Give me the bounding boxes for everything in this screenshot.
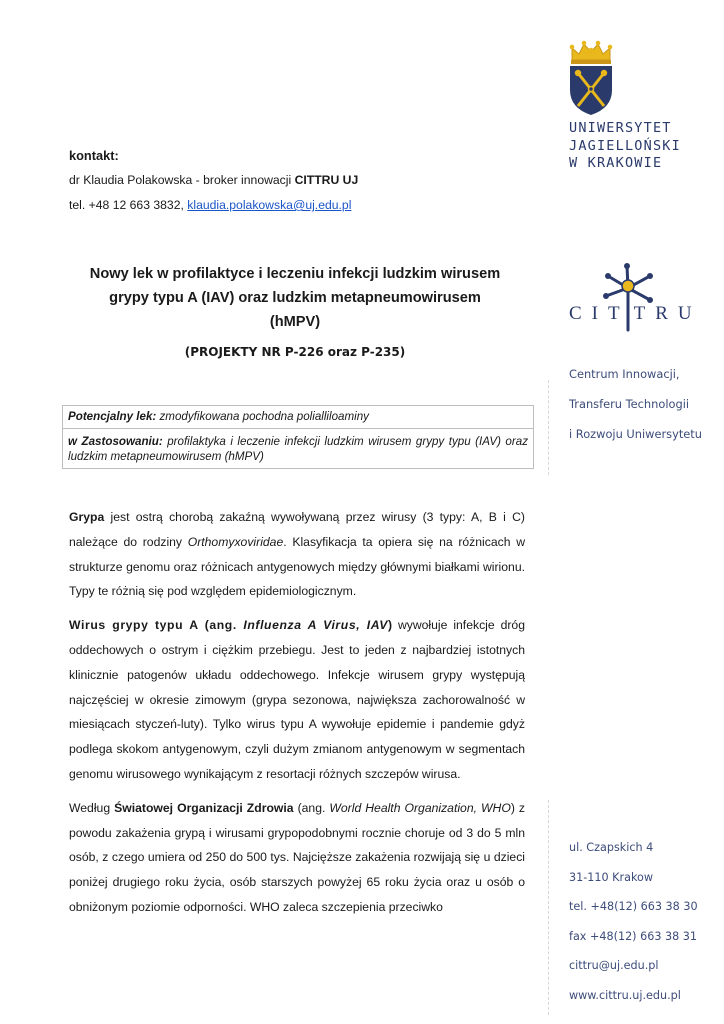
p1-text-2: . Klasyfikacja ta opiera się na różnicach w strukturze genomu oraz różnicach antygenowych między głównymi białkami wirionu. Typy te różnią się pod względem epidemiologicznym. xyxy=(69,534,526,599)
summary-row-drug xyxy=(63,406,533,429)
uj-crest-logo xyxy=(568,40,614,116)
summary-drug-label: Potencjalny lek: xyxy=(68,410,157,423)
contact-phone: tel. +48 12 663 3832, xyxy=(69,198,188,212)
project-numbers: (PROJEKTY NR P-226 oraz P-235) xyxy=(184,345,406,359)
address-website: www.cittru.uj.edu.pl xyxy=(569,988,681,1002)
cittru-description xyxy=(569,366,702,456)
uj-line-2: JAGIELLOŃSKI xyxy=(569,137,681,154)
sidebar-divider xyxy=(548,380,549,475)
cittru-word-right: TRU xyxy=(633,303,702,324)
p3-bold: Światowej Organizacji Zdrowia xyxy=(114,800,294,815)
summary-box xyxy=(62,405,534,469)
p1-italic: Orthomyxoviridae xyxy=(187,534,284,549)
address-email: cittru@uj.edu.pl xyxy=(569,959,659,972)
p1-bold: Grypa xyxy=(69,510,105,524)
uj-wordmark xyxy=(569,120,719,173)
summary-application-label: w Zastosowaniu: xyxy=(68,435,163,448)
address-tel: tel. +48(12) 663 38 30 xyxy=(569,900,698,913)
summary-application-value: profilaktyka i leczenie infekcji ludzkim wirusem grypy typu (IAV) oraz ludzkim metapneumowirusem (hMPV) xyxy=(68,435,528,463)
document-title xyxy=(60,262,530,334)
cittru-desc-line-1: Centrum Innowacji, xyxy=(569,367,680,381)
p3-text-1: (ang. xyxy=(293,800,330,815)
uj-line-3: W KRAKOWIE xyxy=(569,155,663,171)
document-body xyxy=(69,505,525,929)
title-line-3: (hMPV) xyxy=(269,314,321,330)
address-street: ul. Czapskich 4 xyxy=(569,841,654,854)
sidebar-divider-lower xyxy=(548,800,549,1015)
p3-italic: World Health Organization, WHO xyxy=(329,800,511,815)
contact-email-link[interactable]: klaudia.polakowska@uj.edu.pl xyxy=(187,198,352,212)
paragraph-iav xyxy=(69,613,525,787)
title-line-2: grypy typu A (IAV) oraz ludzkim metapneumowirusem xyxy=(109,290,481,306)
address-fax: fax +48(12) 663 38 31 xyxy=(569,929,698,943)
contact-person-name: dr Klaudia Polakowska - broker innowacji xyxy=(69,173,295,187)
p1-text-1: jest ostrą chorobą zakaźną wywoływaną przez wirusy (3 typy: A, B i C) należące do rodziny xyxy=(69,510,525,549)
contact-phone-line xyxy=(69,193,358,218)
p2-bold-2: ) xyxy=(387,618,392,633)
paragraph-grypa xyxy=(69,505,525,604)
paragraph-who xyxy=(69,796,525,920)
cittru-desc-line-3: i Rozwoju Uniwersytetu xyxy=(569,427,702,441)
cittru-word-left: CIT xyxy=(569,303,630,324)
cittru-address xyxy=(569,840,698,1017)
p2-bold-1: Wirus grypy typu A (ang. xyxy=(69,618,244,633)
address-city: 31-110 Krakow xyxy=(569,870,654,884)
p3-text-2: ) z powodu zakażenia grypą i wirusami grypopodobnymi rocznie choruje od 3 do 5 mln osób, z czego umiera od 250 do 500 tys. Najcięższe zakażenia rozwijają się u dzieci poniżej drugiego roku życia, osób starszych powyżej 65 roku życia oraz u osób o obniżonym poziomie odporności. WHO zaleca szczepienia przeciwko xyxy=(69,800,525,914)
p2-text: wywołuje infekcje dróg oddechowych o ostrym i ciężkim przebiegu. Jest to jeden z najbardziej istotnych klinicznie patogenów układu oddechowego. Infekcje wirusem grypy występują najczęściej w okresie zimowym (grypa sezonowa, największa zachorowalność w miesiącach styczeń-luty). Tylko wirus typu A wywołuje epidemie i pandemie gdyż podlega skokom antygenowym, czyli dużym zmianom antygenowym w segmentach genomu wirusowego wynikającym z resortacji różnych szczepów wirusa. xyxy=(69,618,525,781)
contact-person xyxy=(69,168,358,193)
summary-row-application xyxy=(63,429,533,468)
uj-line-1: UNIWERSYTET xyxy=(569,120,672,136)
cittru-desc-line-2: Transferu Technologii xyxy=(569,397,690,411)
p2-bold-italic: Influenza A Virus, IAV xyxy=(243,618,388,633)
cittru-wordmark xyxy=(569,303,702,325)
contact-label: kontakt: xyxy=(69,148,119,163)
title-line-1: Nowy lek w profilaktyce i leczeniu infekcji ludzkim wirusem xyxy=(89,266,501,282)
contact-block xyxy=(69,143,358,218)
summary-drug-value: zmodyfikowana pochodna polialliloaminy xyxy=(156,410,369,423)
contact-org: CITTRU UJ xyxy=(294,173,359,187)
p3-text-0: Według xyxy=(69,800,115,815)
